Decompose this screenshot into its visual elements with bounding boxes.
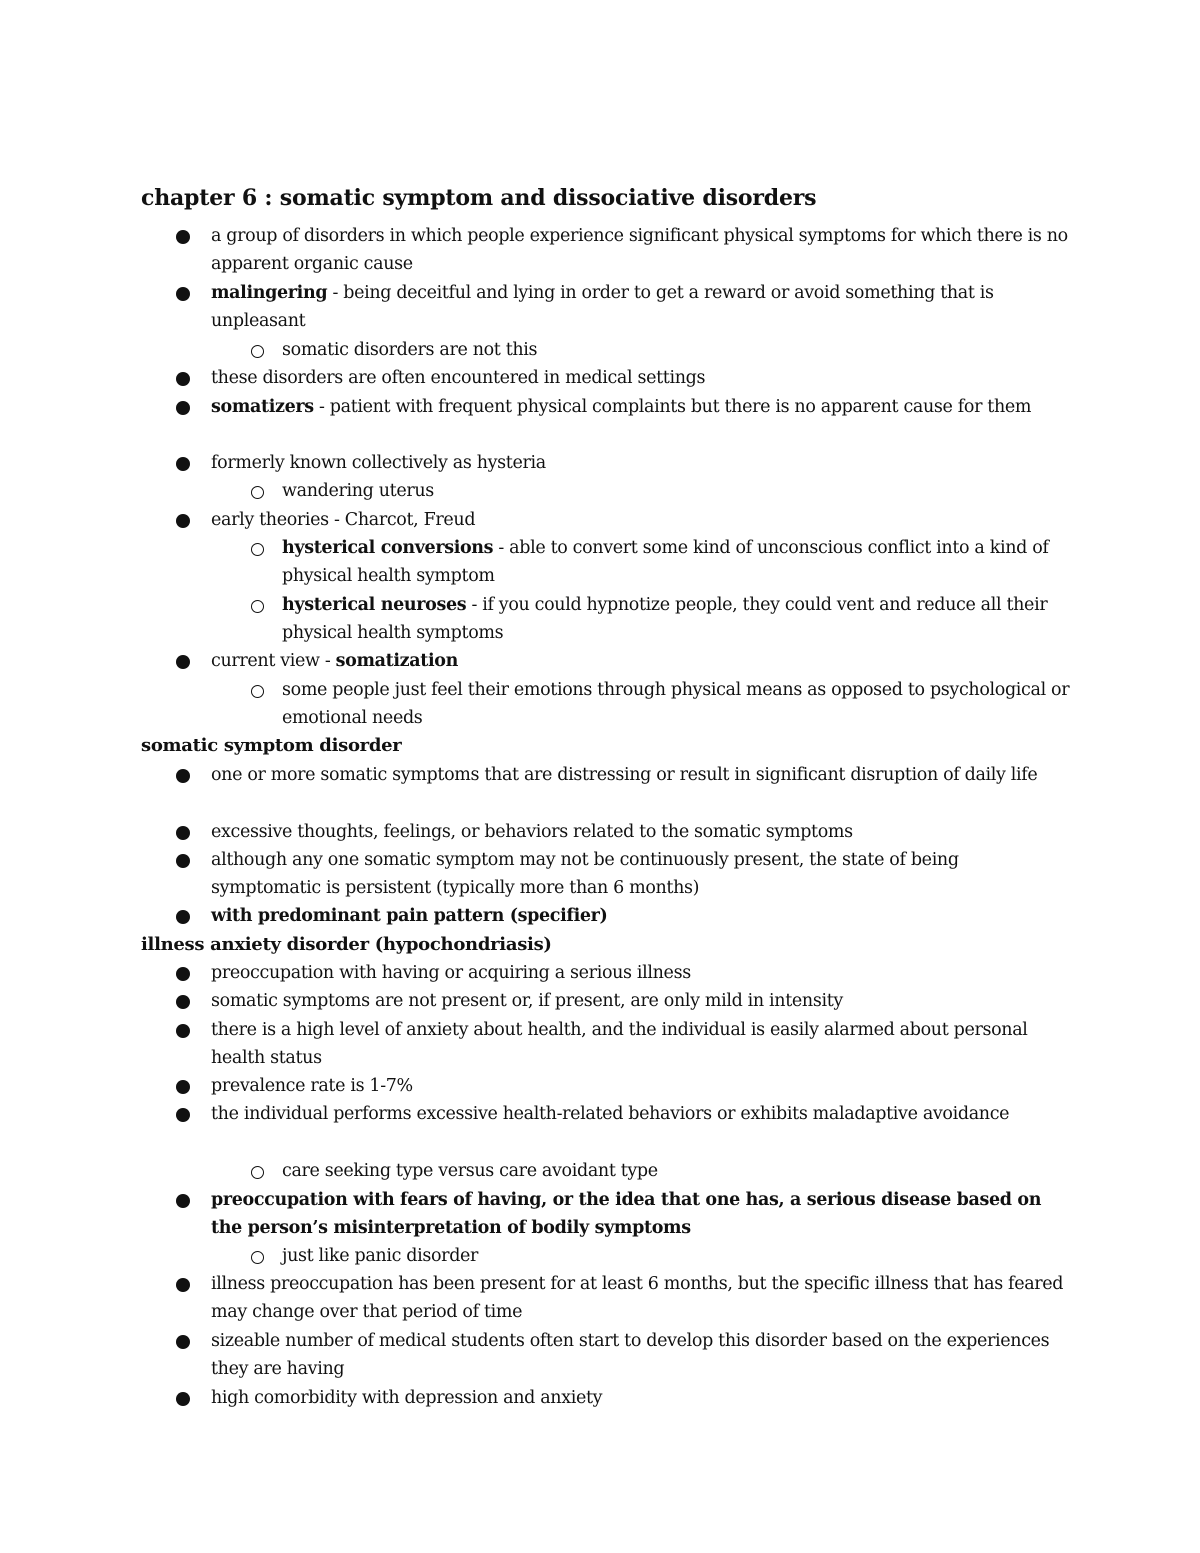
bullet-filled-icon <box>176 854 190 868</box>
list-item <box>211 1016 1071 1073</box>
list-item <box>211 1384 1071 1412</box>
bullet-hollow-icon <box>251 1166 264 1179</box>
bullet-filled-icon <box>176 826 190 840</box>
bullet-hollow-icon <box>251 685 264 698</box>
item-text: sizeable number of medical students often start to develop this disorder based on the experiences they are having <box>211 1331 1050 1380</box>
list-item <box>211 1327 1071 1384</box>
item-text: the individual performs excessive health-related behaviors or exhibits maladaptive avoidance <box>211 1104 1010 1124</box>
list-item <box>211 761 1071 789</box>
section-heading: illness anxiety disorder (hypochondriasis) <box>141 934 552 955</box>
list-item <box>211 506 1071 534</box>
item-text: - if you could hypnotize people, they could vent and reduce all their physical health symptoms <box>282 595 1048 644</box>
item-text: somatic symptoms are not present or, if present, are only mild in intensity <box>211 991 843 1011</box>
list-item <box>282 676 1072 733</box>
list-item <box>211 846 1071 903</box>
bullet-hollow-icon <box>251 600 264 613</box>
section-heading: somatic symptom disorder <box>141 735 402 756</box>
bullet-filled-icon <box>176 1080 190 1094</box>
term-hysterical-conversions: hysterical conversions <box>282 538 494 558</box>
list-item <box>211 393 1071 421</box>
bullet-hollow-icon <box>251 345 264 358</box>
bullet-filled-icon <box>176 1335 190 1349</box>
term-hysterical-neuroses: hysterical neuroses <box>282 595 467 615</box>
item-text: prevalence rate is 1-7% <box>211 1076 413 1096</box>
term-malingering: malingering <box>211 283 328 303</box>
list-item <box>211 364 1071 392</box>
list-item <box>282 1157 1072 1185</box>
item-text: high comorbidity with depression and anxiety <box>211 1388 603 1408</box>
bullet-filled-icon <box>176 372 190 386</box>
list-item <box>282 591 1072 648</box>
item-text: - able to convert some kind of unconscious conflict into a kind of physical health symptom <box>282 538 1049 587</box>
list-item <box>211 1186 1071 1243</box>
item-text: excessive thoughts, feelings, or behaviors related to the somatic symptoms <box>211 822 853 842</box>
bullet-filled-icon <box>176 1392 190 1406</box>
list-item <box>282 477 1072 505</box>
item-text: some people just feel their emotions through physical means as opposed to psychological or emotional needs <box>282 680 1070 729</box>
list-item <box>282 1242 1072 1270</box>
list-item <box>282 336 1072 364</box>
term-somatization: somatization <box>335 651 458 671</box>
item-text: somatic disorders are not this <box>282 340 538 360</box>
item-text: although any one somatic symptom may not be continuously present, the state of being symptomatic is persistent (typically more than 6 months) <box>211 850 959 899</box>
item-text: - being deceitful and lying in order to get a reward or avoid something that is unpleasant <box>211 283 994 332</box>
item-text: preoccupation with fears of having, or the idea that one has, a serious disease based on the person’s misinterpretation of bodily symptoms <box>211 1190 1042 1239</box>
item-text: just like panic disorder <box>282 1246 479 1266</box>
item-text: illness preoccupation has been present for at least 6 months, but the specific illness that has feared may change over that period of time <box>211 1274 1064 1323</box>
item-text: current view - <box>211 651 336 671</box>
bullet-filled-icon <box>176 230 190 244</box>
list-item <box>211 959 1071 987</box>
item-text: formerly known collectively as hysteria <box>211 453 546 473</box>
list-item <box>211 647 1071 675</box>
bullet-filled-icon <box>176 910 190 924</box>
bullet-filled-icon <box>176 655 190 669</box>
page-title: chapter 6 : somatic symptom and dissociative disorders <box>141 185 817 211</box>
item-text: wandering uterus <box>282 481 434 501</box>
item-text: a group of disorders in which people experience significant physical symptoms for which there is no apparent organic cause <box>211 226 1068 275</box>
item-text: there is a high level of anxiety about health, and the individual is easily alarmed about personal health status <box>211 1020 1028 1069</box>
item-text: preoccupation with having or acquiring a serious illness <box>211 963 691 983</box>
bullet-filled-icon <box>176 457 190 471</box>
bullet-filled-icon <box>176 967 190 981</box>
list-item <box>211 449 1071 477</box>
term-somatizers: somatizers <box>211 397 314 417</box>
item-text: these disorders are often encountered in medical settings <box>211 368 706 388</box>
item-text: one or more somatic symptoms that are distressing or result in significant disruption of daily life <box>211 765 1038 785</box>
list-item <box>211 987 1071 1015</box>
bullet-filled-icon <box>176 1194 190 1208</box>
bullet-filled-icon <box>176 514 190 528</box>
bullet-filled-icon <box>176 1024 190 1038</box>
bullet-hollow-icon <box>251 486 264 499</box>
bullet-filled-icon <box>176 1278 190 1292</box>
list-item <box>211 902 1071 930</box>
list-item <box>211 1270 1071 1327</box>
bullet-filled-icon <box>176 401 190 415</box>
item-text: - patient with frequent physical complaints but there is no apparent cause for them <box>313 397 1032 417</box>
item-text: care seeking type versus care avoidant type <box>282 1161 658 1181</box>
bullet-hollow-icon <box>251 1251 264 1264</box>
item-text: with predominant pain pattern (specifier) <box>211 906 608 926</box>
bullet-filled-icon <box>176 287 190 301</box>
list-item <box>282 534 1072 591</box>
list-item <box>211 1100 1071 1128</box>
bullet-filled-icon <box>176 995 190 1009</box>
bullet-hollow-icon <box>251 543 264 556</box>
list-item <box>211 279 1071 336</box>
list-item <box>211 1072 1071 1100</box>
list-item <box>211 818 1071 846</box>
bullet-filled-icon <box>176 769 190 783</box>
list-item <box>211 222 1071 279</box>
item-text: early theories - Charcot, Freud <box>211 510 476 530</box>
bullet-filled-icon <box>176 1108 190 1122</box>
